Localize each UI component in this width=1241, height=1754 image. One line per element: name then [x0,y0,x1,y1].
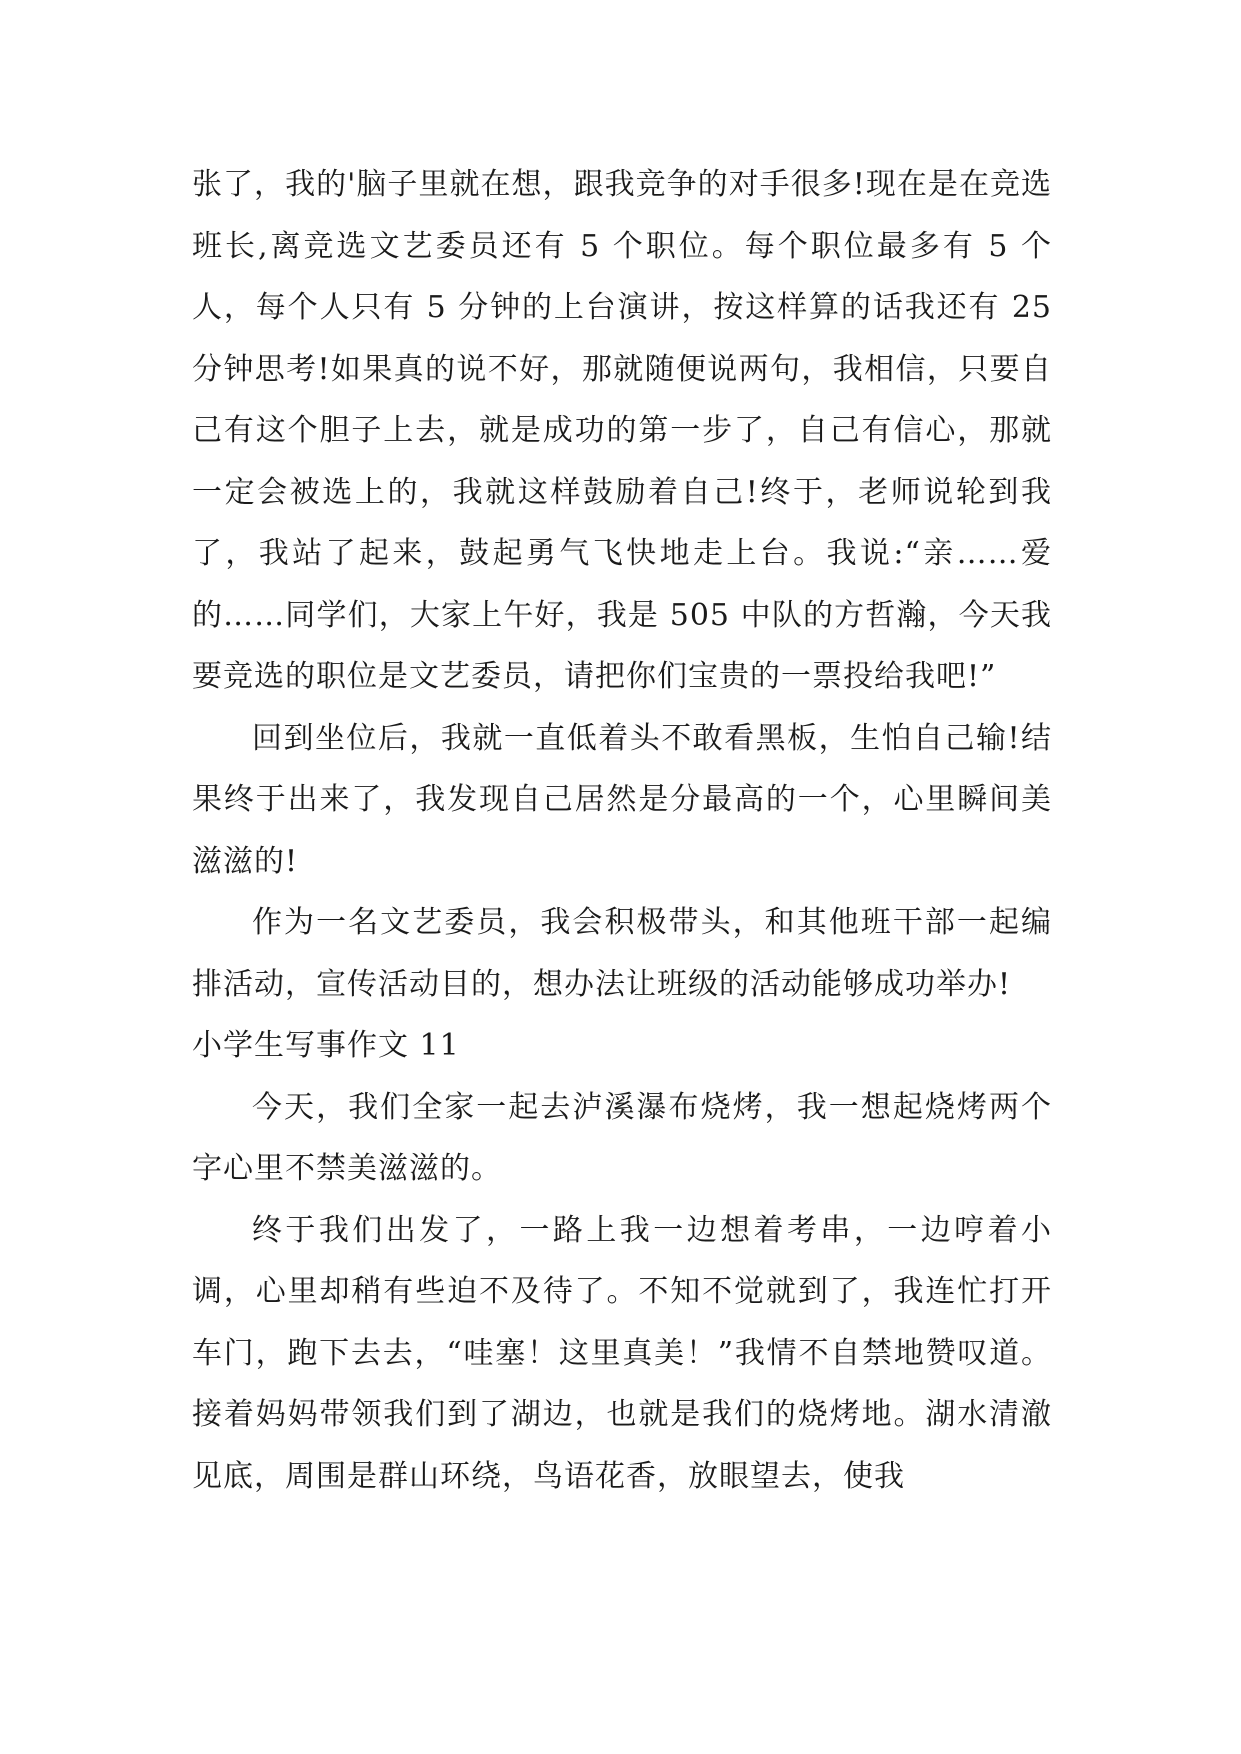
paragraph: 回到坐位后，我就一直低着头不敢看黑板，生怕自己输!结果终于出来了，我发现自己居然是分最高的一个，心里瞬间美滋滋的! [192,720,1052,879]
paragraph-continued: 张了，我的'脑子里就在想，跟我竞争的对手很多!现在是在竞选班长,离竞选文艺委员还有 5 个职位。每个职位最多有 5 个人，每个人只有 5 分钟的上台演讲，按这样算的话我还有 25 分钟思考!如果真的说不好，那就随便说两句，我相信，只要自己有这个胆子上去，就是成功的第一步了，自己有信心，那就一定会被选上的，我就这样鼓励着自己!终于，老师说轮到我了，我站了起来，鼓起勇气飞快地走上台。我说:“亲……爱的……同学们，大家上午好，我是 505 中队的方哲瀚，今天我要竞选的职位是文艺委员，请把你们宝贵的一票投给我吧!” [192,167,1052,694]
paragraph: 作为一名文艺委员，我会积极带头，和其他班干部一起编排活动，宣传活动目的，想办法让班级的活动能够成功举办! [192,905,1052,1002]
paragraph: 今天，我们全家一起去泸溪瀑布烧烤，我一想起烧烤两个字心里不禁美滋滋的。 [192,1089,1052,1186]
document-body [192,154,1052,1507]
section-heading: 小学生写事作文 11 [192,1028,460,1063]
paragraph: 终于我们出发了，一路上我一边想着考串，一边哼着小调，心里却稍有些迫不及待了。不知不觉就到了，我连忙打开车门，跑下去去，“哇塞！这里真美！”我情不自禁地赞叹道。接着妈妈带领我们到了湖边，也就是我们的烧烤地。湖水清澈见底，周围是群山环绕，鸟语花香，放眼望去，使我 [192,1212,1052,1494]
